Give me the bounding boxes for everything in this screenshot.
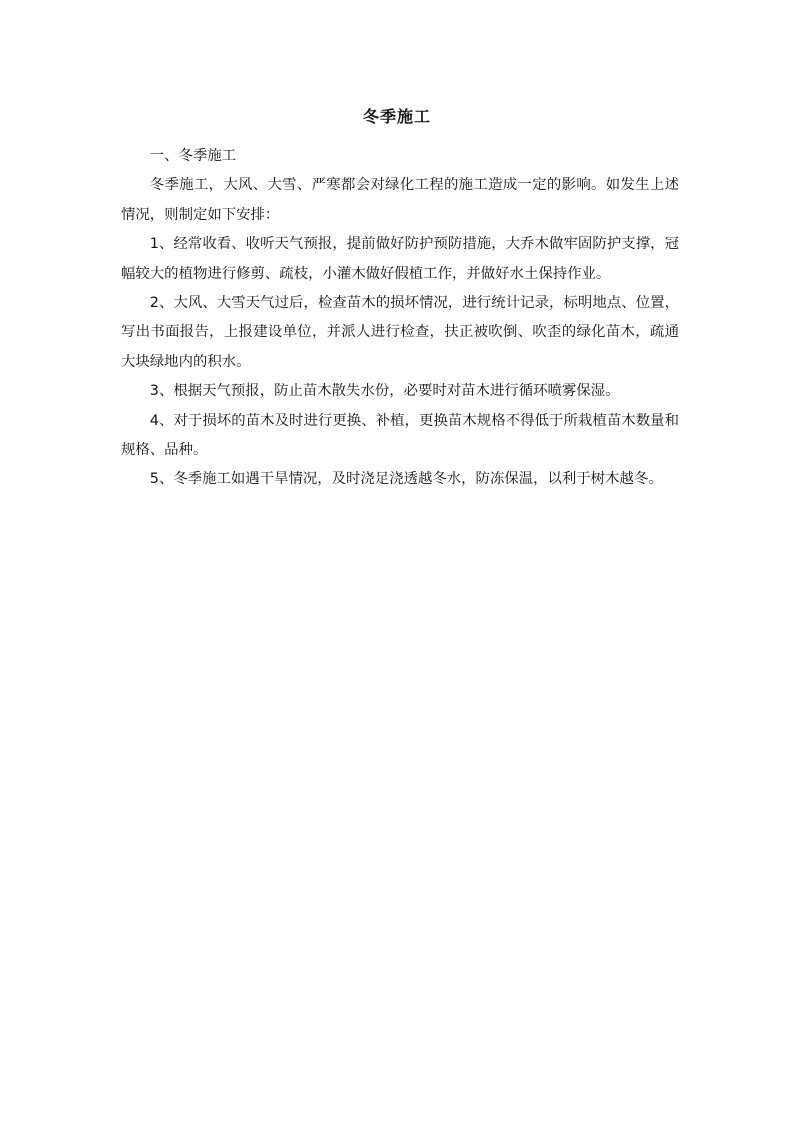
document-body: [121, 142, 679, 495]
section-heading: 一、冬季施工: [149, 148, 237, 164]
list-item-1: 1、经常收看、收听天气预报，提前做好防护预防措施，大乔木做牢固防护支撑，冠幅较大的植物进行修剪、疏枝，小灌木做好假植工作，并做好水土保持作业。: [121, 236, 679, 282]
list-item-3: 3、根据天气预报，防止苗木散失水份，必要时对苗木进行循环喷雾保湿。: [149, 383, 620, 400]
list-item-4: 4、对于损坏的苗木及时进行更换、补植，更换苗木规格不得低于所栽植苗木数量和规格、品种。: [121, 412, 679, 459]
document-title: 冬季施工: [362, 107, 431, 126]
intro-paragraph: 冬季施工，大风、大雪、严寒都会对绿化工程的施工造成一定的影响。如发生上述情况，则制定如下安排：: [121, 177, 679, 223]
list-item-2: 2、大风、大雪天气过后，检查苗木的损坏情况，进行统计记录，标明地点、位置，写出书面报告，上报建设单位，并派人进行检查，扶正被吹倒、吹歪的绿化苗木，疏通大块绿地内的积水。: [121, 295, 679, 370]
list-item-5: 5、冬季施工如遇干旱情况，及时浇足浇透越冬水，防冻保温，以利于树木越冬。: [149, 471, 663, 488]
